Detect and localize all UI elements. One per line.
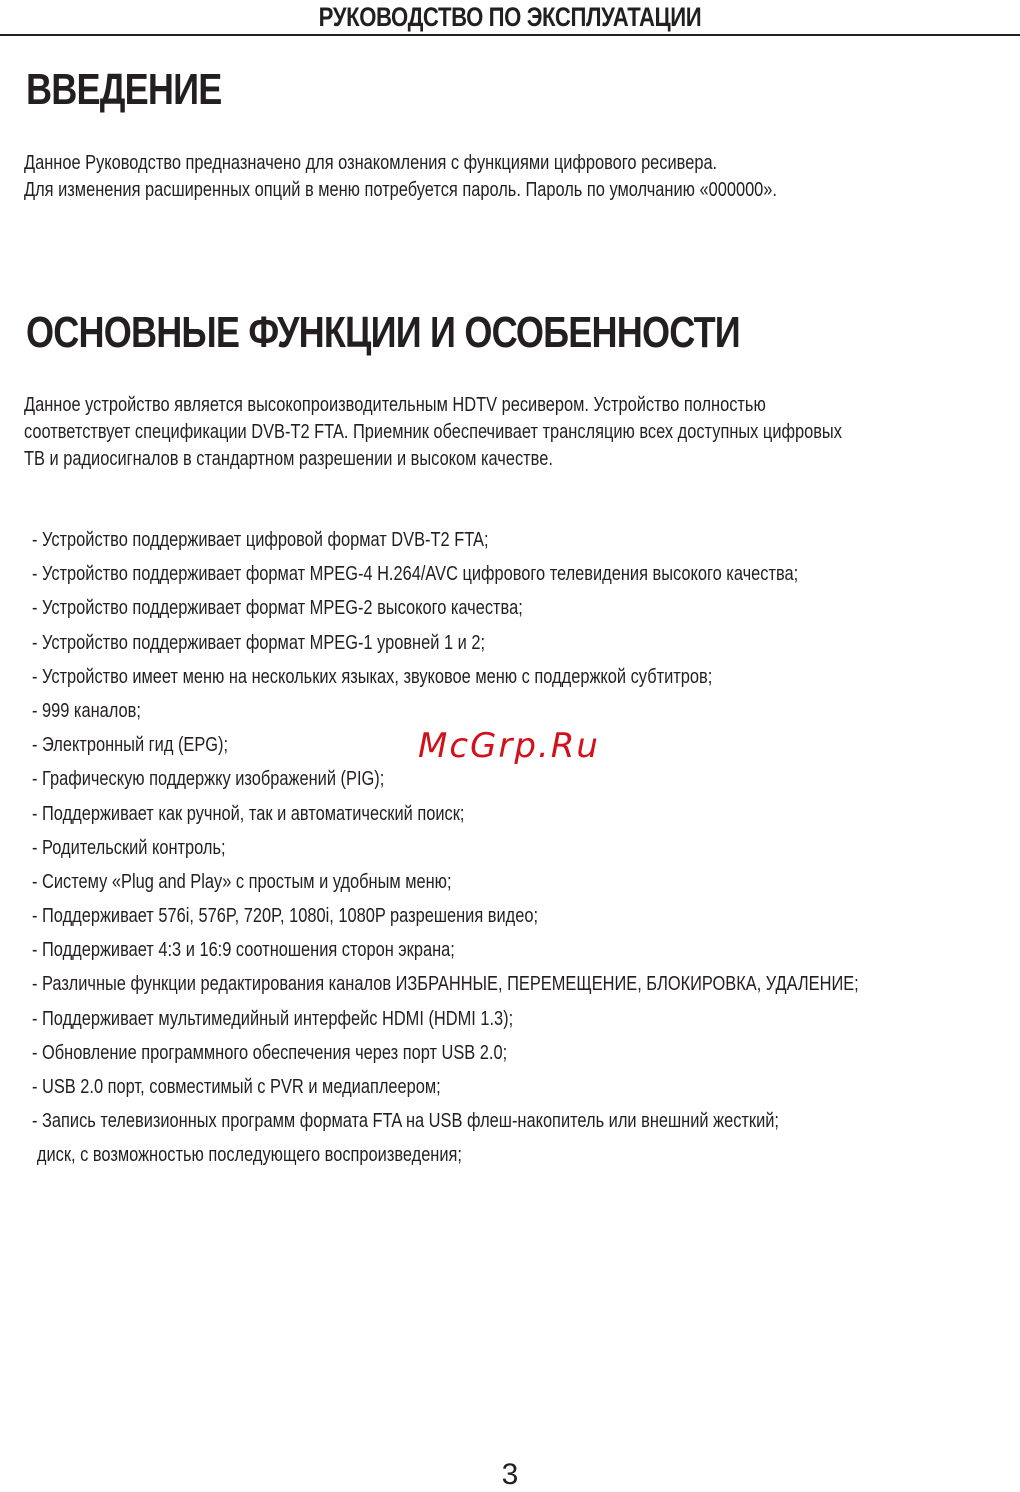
features-heading: ОСНОВНЫЕ ФУНКЦИИ И ОСОБЕННОСТИ <box>26 308 740 357</box>
feature-item: - Запись телевизионных программ формата FTA на USB флеш-накопитель или внешний жесткий; <box>32 1110 779 1133</box>
feature-item: - Устройство поддерживает формат MPEG-2 высокого качества; <box>32 597 523 620</box>
features-line: ТВ и радиосигналов в стандартном разрешении и высоком качестве. <box>24 448 553 470</box>
feature-item: - 999 каналов; <box>32 699 141 722</box>
feature-item: - USB 2.0 порт, совместимый с PVR и медиаплеером; <box>32 1076 441 1098</box>
features-line: Данное устройство является высокопроизводительным HDTV ресивером. Устройство полностью <box>24 394 766 416</box>
watermark-logo: McGrp.Ru <box>418 726 600 766</box>
page-header-title: РУКОВОДСТВО ПО ЭКСПЛУАТАЦИИ <box>318 2 702 32</box>
feature-item: - Родительский контроль; <box>32 836 226 859</box>
intro-line: Данное Руководство предназначено для ознакомления с функциями цифрового ресивера. <box>24 152 718 174</box>
feature-item-continuation: диск, с возможностью последующего воспроизведения; <box>36 1144 462 1167</box>
page-header <box>0 0 1020 36</box>
feature-item: - Систему «Plug and Play» с простым и удобным меню; <box>32 870 452 893</box>
feature-item: - Поддерживает 576i, 576P, 720P, 1080i, 1080P разрешения видео; <box>32 905 539 928</box>
feature-item: - Поддерживает мультимедийный интерфейс HDMI (HDMI 1.3); <box>32 1007 514 1030</box>
feature-item: - Поддерживает как ручной, так и автоматический поиск; <box>32 802 465 825</box>
feature-item: - Устройство имеет меню на нескольких языках, звуковое меню с поддержкой субтитров; <box>32 665 713 688</box>
feature-item: - Поддерживает 4:3 и 16:9 соотношения сторон экрана; <box>32 939 455 962</box>
intro-line: Для изменения расширенных опций в меню потребуется пароль. Пароль по умолчанию «000000». <box>24 179 777 201</box>
features-line: соответствует спецификации DVB-T2 FTA. Приемник обеспечивает трансляцию всех доступных цифровых <box>24 421 842 443</box>
feature-item: - Графическую поддержку изображений (PIG); <box>32 768 385 791</box>
feature-item: - Устройство поддерживает цифровой формат DVB-T2 FTA; <box>32 529 489 551</box>
feature-item: - Устройство поддерживает формат MPEG-4 H.264/AVC цифрового телевидения высокого качества; <box>32 563 799 586</box>
features-list <box>32 527 859 1177</box>
intro-paragraph <box>24 150 777 204</box>
feature-item: - Обновление программного обеспечения через порт USB 2.0; <box>32 1041 508 1064</box>
intro-heading: ВВЕДЕНИЕ <box>26 65 222 114</box>
feature-item: - Электронный гид (EPG); <box>32 734 229 757</box>
features-paragraph <box>24 392 842 473</box>
feature-item: - Устройство поддерживает формат MPEG-1 уровней 1 и 2; <box>32 631 486 654</box>
feature-item: - Различные функции редактирования каналов ИЗБРАННЫЕ, ПЕРЕМЕЩЕНИЕ, БЛОКИРОВКА, УДАЛЕНИЕ; <box>32 973 859 996</box>
page-number: 3 <box>501 1458 519 1491</box>
